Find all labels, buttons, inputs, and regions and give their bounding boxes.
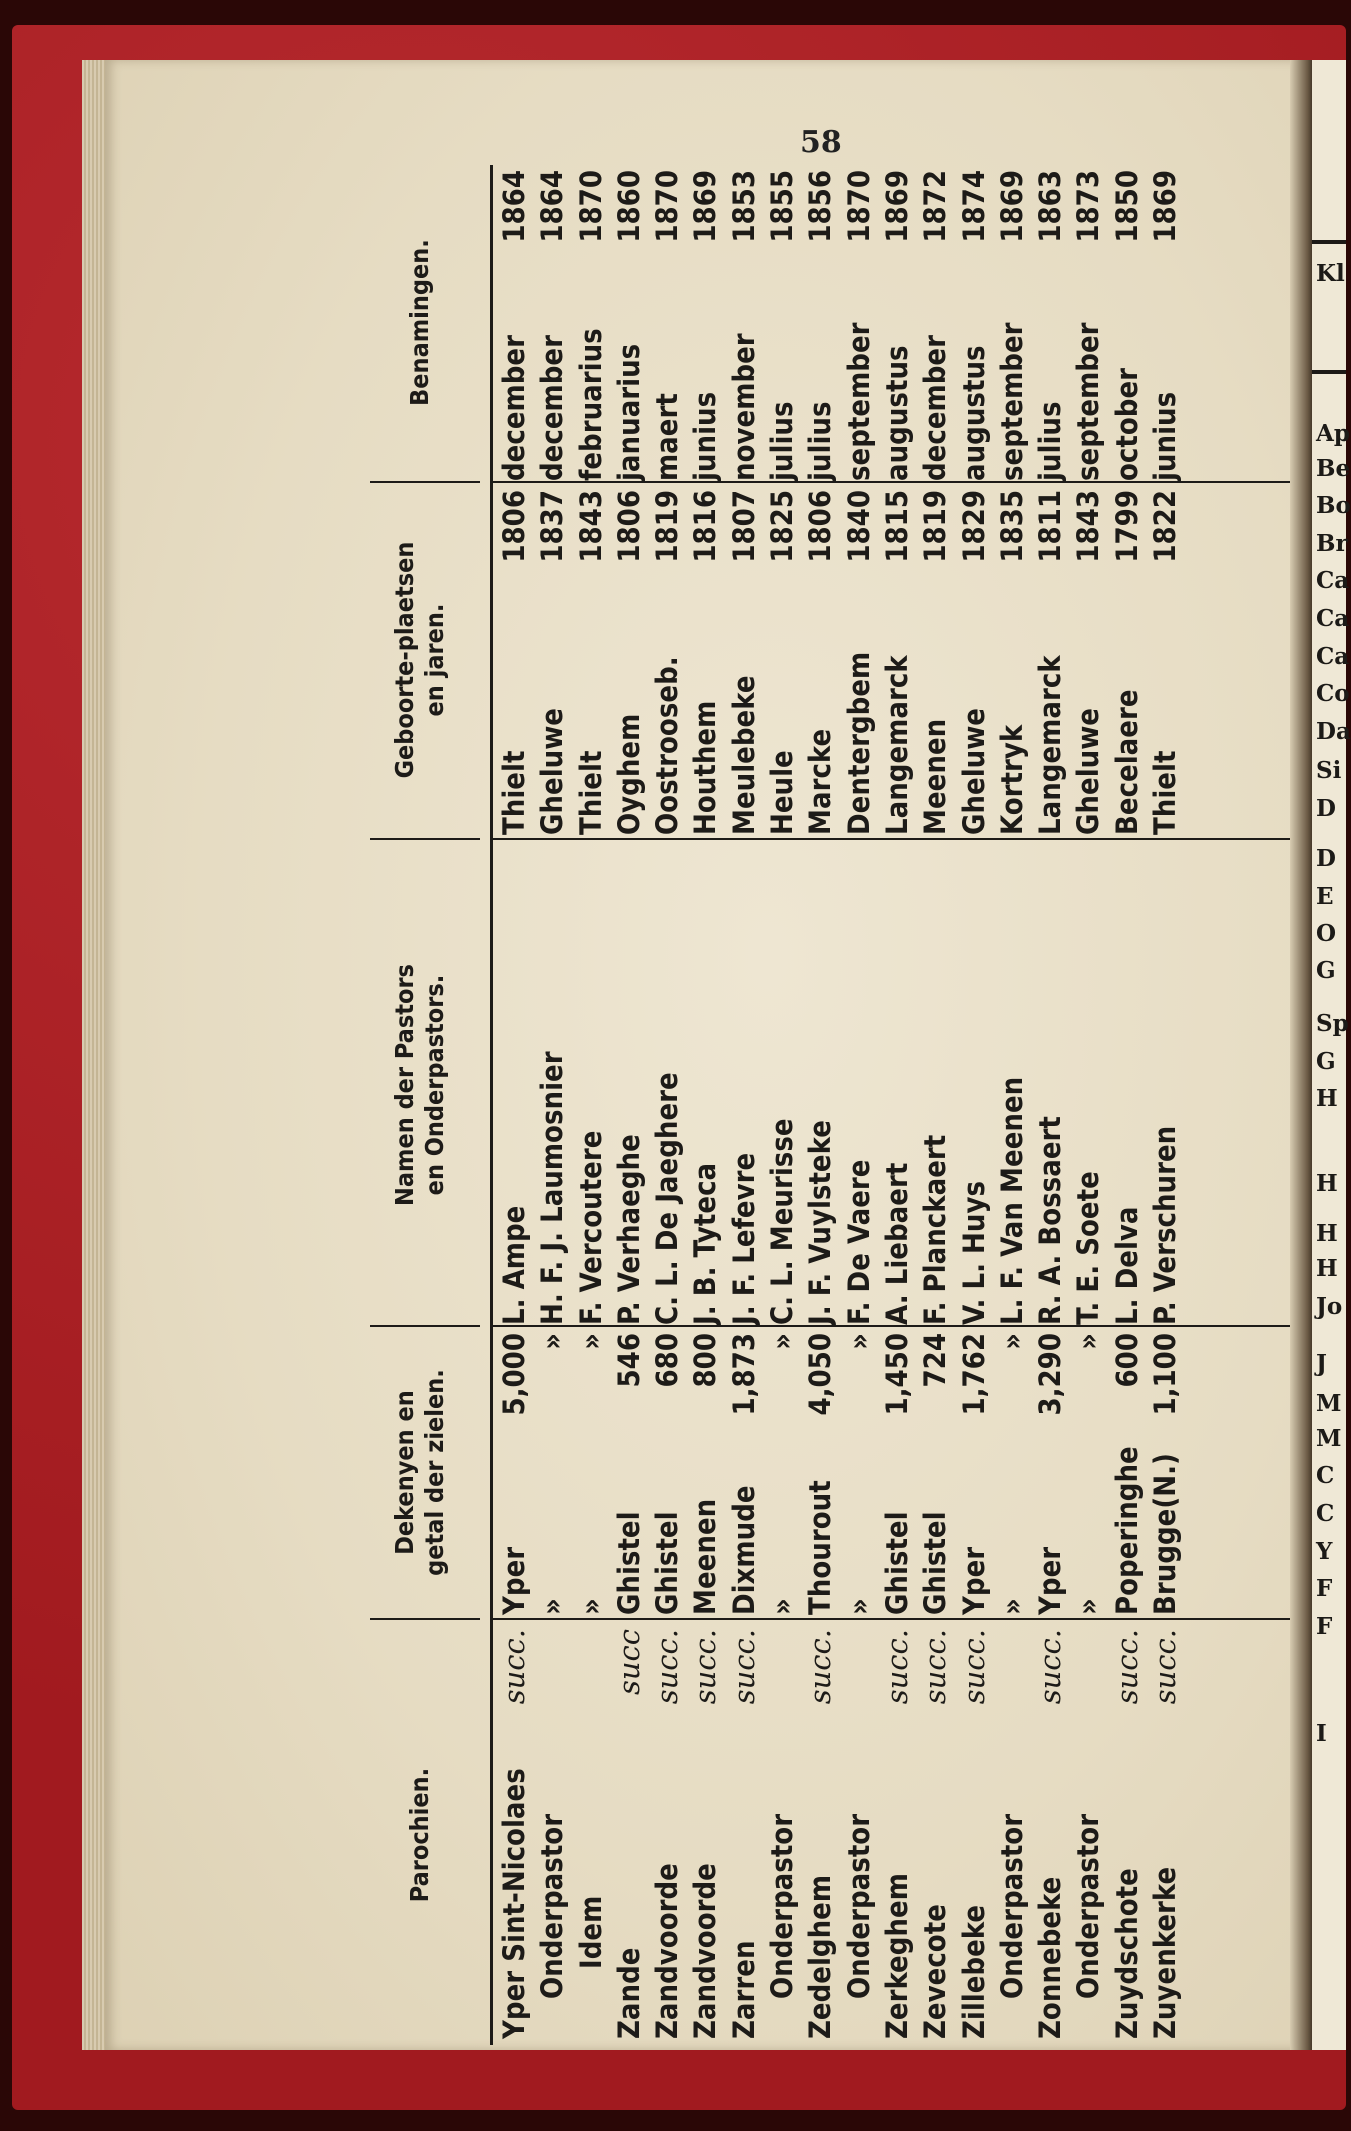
facing-page-letter: Be <box>1316 455 1351 482</box>
pastor-name: L. F. Van Meenen <box>994 1076 1029 1325</box>
appointment-year: 1860 <box>611 170 646 243</box>
facing-page-letter: D <box>1316 795 1336 822</box>
appointment-month: november <box>726 333 761 481</box>
birthplace: Heule <box>765 750 800 835</box>
birth-year: 1840 <box>841 490 876 563</box>
facing-page-letter: Jo <box>1316 1293 1343 1320</box>
parish-name: Onderpastor <box>1071 1813 1106 1999</box>
parish-name: Zerkeghem <box>879 1873 914 2039</box>
appointment-month: julius <box>765 401 800 481</box>
pastor-name: T. E. Soete <box>1071 1171 1106 1325</box>
appointment-year: 1870 <box>650 170 685 243</box>
birthplace: Marcke <box>803 728 838 835</box>
appointment-year: 1864 <box>535 170 570 243</box>
appointment-year: 1850 <box>1109 170 1144 243</box>
table-row <box>916 165 954 2045</box>
birthplace: Oostrooseb. <box>650 656 685 835</box>
facing-page-letter: Br <box>1316 530 1348 557</box>
soul-count: » <box>573 1333 608 1350</box>
facing-page-letter: E <box>1316 883 1334 910</box>
pastor-name: C. L. Meurisse <box>765 1118 800 1325</box>
parish-name: Onderpastor <box>765 1813 800 1999</box>
parish-name: Idem <box>573 1895 608 1969</box>
facing-page-letter: Bo <box>1316 492 1351 519</box>
table-row <box>1108 165 1146 2045</box>
header-benamingen: Benamingen. <box>405 239 434 406</box>
birth-year: 1816 <box>688 490 723 563</box>
parish-name: Yper Sint-Nicolaes <box>497 1768 531 2039</box>
pastor-name: J. F. Lefevre <box>726 1152 761 1325</box>
appointment-year: 1869 <box>994 170 1029 243</box>
birth-year: 1807 <box>726 490 761 563</box>
appointment-year: 1869 <box>688 170 723 243</box>
table-row <box>610 165 648 2045</box>
table-row <box>572 165 610 2045</box>
table-row <box>1069 165 1107 2045</box>
birthplace: Becelaere <box>1109 689 1144 835</box>
deanery: Thourout <box>803 1480 838 1615</box>
birth-year: 1806 <box>497 490 531 563</box>
succursal-mark: succ. <box>956 1629 991 1705</box>
header-dekenyen: Dekenyen en getal der zielen. <box>390 1369 449 1576</box>
soul-count: 600 <box>1109 1333 1144 1388</box>
birth-year: 1837 <box>535 490 570 563</box>
succursal-mark: succ. <box>1148 1629 1183 1705</box>
header-divider <box>370 1618 480 1620</box>
appointment-month: december <box>497 335 531 481</box>
birth-year: 1806 <box>611 490 646 563</box>
header-pastors: Namen der Pastors en Onderpastors. <box>390 964 449 1206</box>
parish-name: Zuydschote <box>1109 1868 1144 2039</box>
pastor-name: L. Delva <box>1109 1206 1144 1325</box>
birthplace: Meenen <box>918 718 953 835</box>
appointment-year: 1872 <box>918 170 953 243</box>
parish-name: Zonnebeke <box>1033 1876 1068 2039</box>
facing-page-letter: Ca <box>1316 643 1350 670</box>
pastor-name: F. Vercoutere <box>573 1130 608 1325</box>
parish-name: Onderpastor <box>994 1813 1029 1999</box>
pastor-name: J. F. Vuylsteke <box>803 1120 838 1325</box>
deanery: Brugge(N.) <box>1148 1453 1183 1615</box>
parish-name: Zandvoorde <box>688 1863 723 2039</box>
facing-page-letter: M <box>1316 1390 1342 1417</box>
soul-count: » <box>765 1333 800 1350</box>
pastor-name: J. B. Tyteca <box>688 1162 723 1325</box>
appointment-month: junius <box>688 391 723 481</box>
facing-page-letter: C <box>1316 1500 1335 1527</box>
appointment-month: december <box>535 335 570 481</box>
facing-page-letter: Ca <box>1316 605 1350 632</box>
table-row <box>1031 165 1069 2045</box>
pastor-name: F. De Vaere <box>841 1159 876 1325</box>
succursal-mark: succ. <box>879 1629 914 1705</box>
pastor-name: P. Verhaeghe <box>611 1134 646 1325</box>
facing-page-letter: H <box>1316 1085 1338 1112</box>
birthplace: Gheluwe <box>956 707 991 835</box>
appointment-month: junius <box>1148 391 1183 481</box>
birthplace: Langemarck <box>879 655 914 835</box>
birthplace: Meulebeke <box>726 675 761 835</box>
table-row <box>955 165 993 2045</box>
appointment-month: julius <box>803 401 838 481</box>
birthplace: Thielt <box>497 750 531 835</box>
appointment-month: julius <box>1033 401 1068 481</box>
birth-year: 1825 <box>765 490 800 563</box>
appointment-month: september <box>1071 322 1106 481</box>
table-row <box>533 165 571 2045</box>
succursal-mark: succ. <box>688 1629 723 1705</box>
appointment-year: 1863 <box>1033 170 1068 243</box>
parish-name: Zarren <box>726 1940 761 2039</box>
appointment-year: 1870 <box>841 170 876 243</box>
appointment-month: maert <box>650 393 685 481</box>
deanery: » <box>841 1598 876 1615</box>
appointment-month: september <box>994 322 1029 481</box>
facing-page-letter: C <box>1316 1462 1335 1489</box>
table-header <box>350 165 493 2045</box>
facing-page <box>1312 60 1351 2050</box>
appointment-month: december <box>918 335 953 481</box>
birth-year: 1829 <box>956 490 991 563</box>
parish-name: Zevecote <box>918 1904 953 2039</box>
page-number: 58 <box>800 125 842 160</box>
succursal-mark: succ. <box>1109 1629 1144 1705</box>
appointment-year: 1856 <box>803 170 838 243</box>
facing-page-letter: M <box>1316 1425 1342 1452</box>
appointment-year: 1853 <box>726 170 761 243</box>
facing-page-letter: G <box>1316 1048 1336 1075</box>
soul-count: 3,290 <box>1033 1333 1068 1416</box>
appointment-month: augustus <box>879 345 914 481</box>
pastor-name: A. Liebaert <box>879 1162 914 1325</box>
appointment-year: 1870 <box>573 170 608 243</box>
table-row <box>993 165 1031 2045</box>
deanery: Yper <box>1033 1546 1068 1615</box>
parish-name: Zandvoorde <box>650 1863 685 2039</box>
appointment-month: januarius <box>611 343 646 481</box>
deanery: Ghistel <box>611 1511 646 1615</box>
parish-name: Zuyenkerke <box>1148 1866 1183 2039</box>
facing-page-letter: Da <box>1316 718 1351 745</box>
deanery: Ghistel <box>918 1511 953 1615</box>
succursal-mark: succ. <box>650 1629 685 1705</box>
parish-name: Onderpastor <box>841 1813 876 1999</box>
soul-count: 1,100 <box>1148 1333 1183 1416</box>
soul-count: 4,050 <box>803 1333 838 1416</box>
appointment-year: 1869 <box>1148 170 1183 243</box>
succursal-mark: succ. <box>497 1629 531 1705</box>
facing-page-letter: O <box>1316 920 1337 947</box>
parish-name: Zillebeke <box>956 1904 991 2039</box>
birth-year: 1843 <box>1071 490 1106 563</box>
soul-count: » <box>1071 1333 1106 1350</box>
soul-count: 724 <box>918 1333 953 1388</box>
deanery: Ghistel <box>650 1511 685 1615</box>
birth-year: 1835 <box>994 490 1029 563</box>
birthplace: Kortryk <box>994 724 1029 835</box>
table-row <box>686 165 724 2045</box>
soul-count: » <box>535 1333 570 1350</box>
table-row <box>801 165 839 2045</box>
facing-page-letter: Y <box>1316 1538 1333 1565</box>
header-divider <box>370 481 480 483</box>
birthplace: Oyghem <box>611 713 646 835</box>
appointment-year: 1869 <box>879 170 914 243</box>
facing-page-letter: Ap <box>1316 420 1350 447</box>
deanery: » <box>994 1598 1029 1615</box>
facing-page-letter: F <box>1316 1613 1333 1640</box>
appointment-month: februarius <box>573 328 608 481</box>
facing-page-letter: H <box>1316 1220 1338 1247</box>
soul-count: » <box>841 1333 876 1350</box>
table-row <box>648 165 686 2045</box>
deanery: Yper <box>497 1546 531 1615</box>
deanery: Meenen <box>688 1498 723 1615</box>
table-row <box>840 165 878 2045</box>
birth-year: 1819 <box>918 490 953 563</box>
pastor-name: H. F. J. Laumosnier <box>535 1051 570 1325</box>
succursal-mark: succ. <box>726 1629 761 1705</box>
table-row <box>495 165 533 2045</box>
parish-name: Zande <box>611 1947 646 2039</box>
table-row <box>725 165 763 2045</box>
deanery: » <box>1071 1598 1106 1615</box>
appointment-year: 1855 <box>765 170 800 243</box>
birth-year: 1815 <box>879 490 914 563</box>
facing-page-letter: H <box>1316 1255 1338 1282</box>
deanery: Poperinghe <box>1109 1446 1144 1615</box>
birthplace: Thielt <box>573 750 608 835</box>
appointment-month: october <box>1109 367 1144 481</box>
deanery: » <box>535 1598 570 1615</box>
appointment-year: 1873 <box>1071 170 1106 243</box>
birth-year: 1819 <box>650 490 685 563</box>
table-row <box>1146 165 1184 2045</box>
facing-page-letter: Kl <box>1316 260 1345 287</box>
facing-page-letter: Co <box>1316 680 1350 707</box>
succursal-mark: succ. <box>803 1629 838 1705</box>
facing-page-letter: Sp <box>1316 1010 1349 1037</box>
deanery: Yper <box>956 1546 991 1615</box>
birthplace: Dentergbem <box>841 651 876 835</box>
deanery: » <box>573 1598 608 1615</box>
birthplace: Gheluwe <box>535 707 570 835</box>
appointment-month: september <box>841 322 876 481</box>
facing-page-letter: Ca <box>1316 567 1350 594</box>
parish-name: Zedelghem <box>803 1874 838 2039</box>
soul-count: 680 <box>650 1333 685 1388</box>
succursal-mark: succ. <box>918 1629 953 1705</box>
appointment-month: augustus <box>956 345 991 481</box>
facing-page-letter: H <box>1316 1170 1338 1197</box>
facing-page-letter: J <box>1316 1350 1327 1377</box>
header-divider <box>370 838 480 840</box>
soul-count: 1,762 <box>956 1333 991 1416</box>
soul-count: 800 <box>688 1333 723 1388</box>
facing-page-letter: D <box>1316 845 1336 872</box>
header-divider <box>370 1325 480 1327</box>
succursal-mark: succ <box>611 1629 646 1696</box>
facing-page-letter: I <box>1316 1720 1327 1747</box>
pastor-name: L. Ampe <box>497 1205 531 1325</box>
deanery: Dixmude <box>726 1485 761 1615</box>
pastor-table <box>350 165 1290 2045</box>
deanery: » <box>765 1598 800 1615</box>
table-row <box>878 165 916 2045</box>
parish-name: Onderpastor <box>535 1813 570 1999</box>
birth-year: 1843 <box>573 490 608 563</box>
soul-count: 546 <box>611 1333 646 1388</box>
succursal-mark: succ. <box>1033 1629 1068 1705</box>
pastor-name: F. Planckaert <box>918 1134 953 1325</box>
table-body <box>495 165 1184 2045</box>
header-parochien: Parochien. <box>405 1767 434 1903</box>
facing-page-rule <box>1312 370 1346 374</box>
birth-year: 1799 <box>1109 490 1144 563</box>
deanery: Ghistel <box>879 1511 914 1615</box>
birth-year: 1822 <box>1148 490 1183 563</box>
header-geboorte: Geboorte-plaetsen en jaren. <box>390 541 449 779</box>
appointment-year: 1864 <box>497 170 531 243</box>
facing-page-rule <box>1312 240 1346 244</box>
pastor-name: V. L. Huys <box>956 1180 991 1325</box>
table-row <box>763 165 801 2045</box>
birthplace: Gheluwe <box>1071 707 1106 835</box>
birthplace: Houthem <box>688 700 723 835</box>
facing-page-letter: G <box>1316 957 1336 984</box>
birth-year: 1806 <box>803 490 838 563</box>
birthplace: Thielt <box>1148 750 1183 835</box>
soul-count: 1,873 <box>726 1333 761 1416</box>
soul-count: » <box>994 1333 1029 1350</box>
soul-count: 5,000 <box>497 1333 531 1416</box>
pastor-name: P. Verschuren <box>1148 1125 1183 1325</box>
facing-page-letter: F <box>1316 1575 1333 1602</box>
birthplace: Langemarck <box>1033 655 1068 835</box>
pastor-name: C. L. De Jaeghere <box>650 1072 685 1325</box>
birth-year: 1811 <box>1033 490 1068 563</box>
pastor-name: R. A. Bossaert <box>1033 1116 1068 1325</box>
facing-page-letter: Si <box>1316 757 1342 784</box>
soul-count: 1,450 <box>879 1333 914 1416</box>
appointment-year: 1874 <box>956 170 991 243</box>
